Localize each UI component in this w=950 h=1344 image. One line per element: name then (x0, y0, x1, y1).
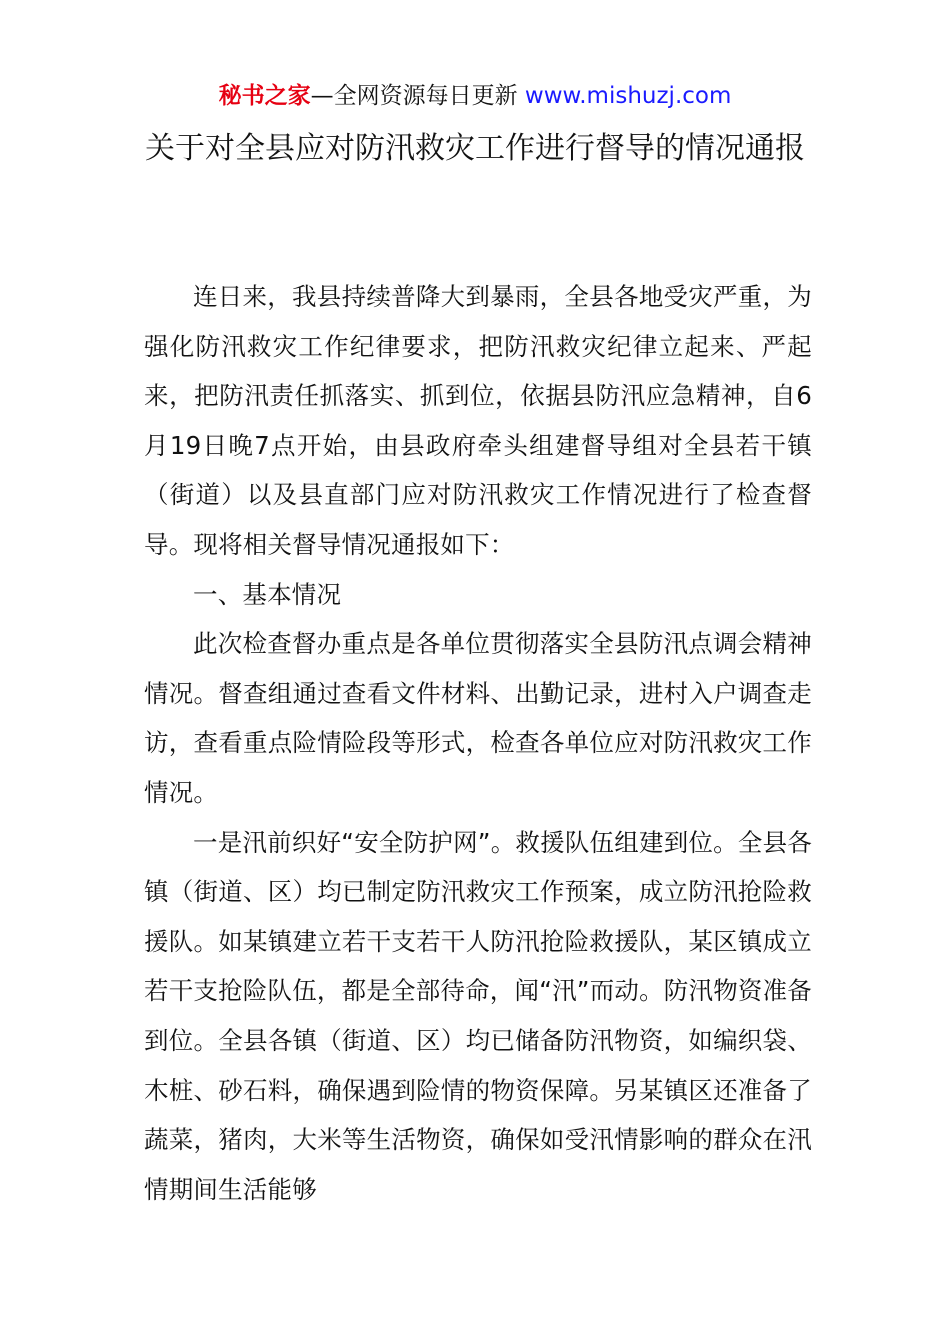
inspection-focus-paragraph: 此次检查督办重点是各单位贯彻落实全县防汛点调会精神情况。督查组通过查看文件材料、出勤记录，进村入户调查走访，查看重点险情险段等形式，检查各单位应对防汛救灾工作情况。 (144, 629, 812, 807)
document-body (144, 272, 812, 1214)
site-brand: 秘书之家 (218, 83, 311, 109)
section-heading-basic-situation: 一、基本情况 (193, 579, 342, 609)
document-title: 关于对全县应对防汛救灾工作进行督导的情况通报 (145, 131, 805, 166)
site-tagline: —全网资源每日更新 (310, 83, 525, 109)
site-header (0, 80, 950, 112)
safety-net-paragraph: 一是汛前织好“安全防护网”。救援队伍组建到位。全县各镇（街道、区）均已制定防汛救灾工作预案，成立防汛抢险救援队。如某镇建立若干支若干人防汛抢险救援队，某区镇成立若干支抢险队伍，都是全部待命，闻“汛”而动。防汛物资准备到位。全县各镇（街道、区）均已储备防汛物资，如编织袋、木桩、砂石料，确保遇到险情的物资保障。另某镇区还准备了蔬菜，猪肉，大米等生活物资，确保如受汛情影响的群众在汛情期间生活能够 (144, 827, 812, 1204)
site-url-link[interactable]: www.mishuzj.com (524, 83, 732, 109)
intro-paragraph: 连日来，我县持续普降大到暴雨，全县各地受灾严重，为强化防汛救灾工作纪律要求，把防汛救灾纪律立起来、严起来，把防汛责任抓落实、抓到位，依据县防汛应急精神，自6月19日晚7点开始，由县政府牵头组建督导组对全县若干镇（街道）以及县直部门应对防汛救灾工作情况进行了检查督导。现将相关督导情况通报如下： (144, 282, 812, 559)
